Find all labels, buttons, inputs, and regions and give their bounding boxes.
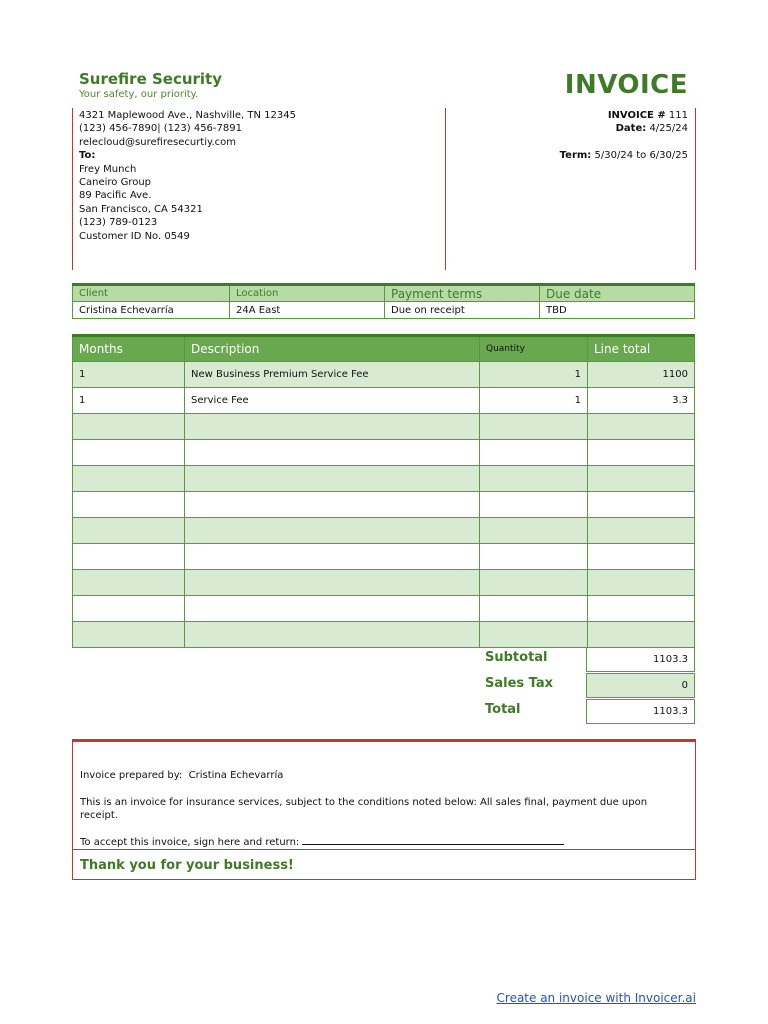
quantity-cell [480, 414, 588, 440]
description-cell [185, 440, 480, 466]
table-row [73, 492, 695, 518]
recipient-company: Caneiro Group [79, 177, 152, 189]
sales-tax-value: 0 [586, 673, 695, 698]
line-total-cell: 1100 [588, 362, 695, 388]
months-cell: 1 [73, 362, 185, 388]
table-row [73, 622, 695, 648]
to-label: To: [79, 150, 96, 162]
table-row [73, 440, 695, 466]
months-cell [73, 414, 185, 440]
table-row [73, 596, 695, 622]
items-header-row [73, 336, 695, 362]
table-row [73, 544, 695, 570]
sender-recipient-block [79, 109, 296, 243]
invoice-conditions: This is an invoice for insurance services, subject to the conditions noted below: All sales final, payment due upon receipt. [80, 797, 648, 821]
line-total-cell [588, 622, 695, 648]
description-cell: New Business Premium Service Fee [185, 362, 480, 388]
months-cell [73, 466, 185, 492]
table-row [73, 570, 695, 596]
company-phones: (123) 456-7890| (123) 456-7891 [79, 123, 242, 135]
recipient-phone: (123) 789-0123 [79, 217, 158, 229]
subtotal-label: Subtotal [485, 650, 548, 665]
line-total-cell: 3.3 [588, 388, 695, 414]
client-table-header [73, 285, 695, 302]
quantity-cell [480, 544, 588, 570]
months-cell [73, 518, 185, 544]
invoice-meta [560, 109, 688, 162]
quantity-header: Quantity [480, 336, 588, 362]
quantity-cell: 1 [480, 362, 588, 388]
due-date-value: TBD [540, 302, 695, 319]
line-total-cell [588, 544, 695, 570]
accept-text: To accept this invoice, sign here and return: [80, 837, 300, 848]
recipient-name: Frey Munch [79, 163, 137, 175]
client-table-row [73, 302, 695, 319]
table-row [73, 388, 695, 414]
line-total-cell [588, 596, 695, 622]
subtotal-value: 1103.3 [586, 647, 695, 672]
quantity-cell [480, 440, 588, 466]
table-row [73, 362, 695, 388]
description-cell [185, 466, 480, 492]
quantity-cell: 1 [480, 388, 588, 414]
total-label: Total [485, 702, 521, 717]
invoice-date-label: Date: [615, 123, 647, 135]
months-header: Months [73, 336, 185, 362]
description-cell [185, 414, 480, 440]
line-total-cell [588, 466, 695, 492]
recipient-street: 89 Pacific Ave. [79, 190, 152, 202]
left-divider [72, 108, 73, 270]
client-value: Cristina Echevarría [73, 302, 230, 319]
table-row [73, 414, 695, 440]
quantity-cell [480, 466, 588, 492]
prepared-by-label: Invoice prepared by: [80, 770, 183, 781]
quantity-cell [480, 622, 588, 648]
due-date-header: Due date [540, 285, 695, 302]
notes-box [72, 739, 696, 880]
prepared-by-line [80, 770, 283, 781]
right-divider [695, 108, 696, 270]
quantity-cell [480, 518, 588, 544]
months-cell [73, 440, 185, 466]
notes-divider [73, 849, 695, 850]
months-cell [73, 622, 185, 648]
description-cell [185, 492, 480, 518]
signature-line[interactable] [302, 835, 564, 845]
description-cell [185, 622, 480, 648]
location-header: Location [230, 285, 385, 302]
term-label: Term: [559, 149, 592, 161]
client-header: Client [73, 285, 230, 302]
company-tagline: Your safety, our priority. [79, 89, 199, 100]
invoice-number: 111 [668, 110, 688, 121]
months-cell: 1 [73, 388, 185, 414]
months-cell [73, 492, 185, 518]
thank-you-message: Thank you for your business! [80, 858, 294, 873]
recipient-city: San Francisco, CA 54321 [79, 203, 203, 215]
company-email: relecloud@surefiresecurtiy.com [79, 136, 237, 148]
client-info-table [72, 283, 695, 319]
payment-terms-header: Payment terms [385, 285, 540, 302]
months-cell [73, 570, 185, 596]
middle-divider [445, 108, 446, 270]
location-value: 24A East [230, 302, 385, 319]
line-total-cell [588, 492, 695, 518]
line-total-cell [588, 414, 695, 440]
accept-line [80, 835, 564, 848]
description-cell: Service Fee [185, 388, 480, 414]
description-cell [185, 596, 480, 622]
line-total-cell [588, 518, 695, 544]
line-total-header: Line total [588, 336, 695, 362]
total-value: 1103.3 [586, 699, 695, 724]
payment-terms-value: Due on receipt [385, 302, 540, 319]
company-name: Surefire Security [79, 70, 222, 88]
sales-tax-label: Sales Tax [485, 676, 554, 691]
quantity-cell [480, 596, 588, 622]
description-cell [185, 544, 480, 570]
company-address: 4321 Maplewood Ave., Nashville, TN 12345 [79, 110, 296, 121]
invoice-title: INVOICE [564, 70, 688, 100]
invoice-term: 5/30/24 to 6/30/25 [594, 149, 688, 161]
line-total-cell [588, 440, 695, 466]
table-row [73, 518, 695, 544]
description-cell [185, 518, 480, 544]
invoice-date: 4/25/24 [649, 123, 688, 135]
invoicer-link[interactable]: Create an invoice with Invoicer.ai [496, 991, 696, 1005]
months-cell [73, 596, 185, 622]
customer-id: Customer ID No. 0549 [79, 230, 190, 242]
line-items-table [72, 334, 695, 648]
table-row [73, 466, 695, 492]
prepared-by-name: Cristina Echevarría [188, 770, 284, 781]
invoice-number-label: INVOICE # [607, 110, 666, 121]
quantity-cell [480, 570, 588, 596]
description-cell [185, 570, 480, 596]
line-total-cell [588, 570, 695, 596]
months-cell [73, 544, 185, 570]
description-header: Description [185, 336, 480, 362]
quantity-cell [480, 492, 588, 518]
